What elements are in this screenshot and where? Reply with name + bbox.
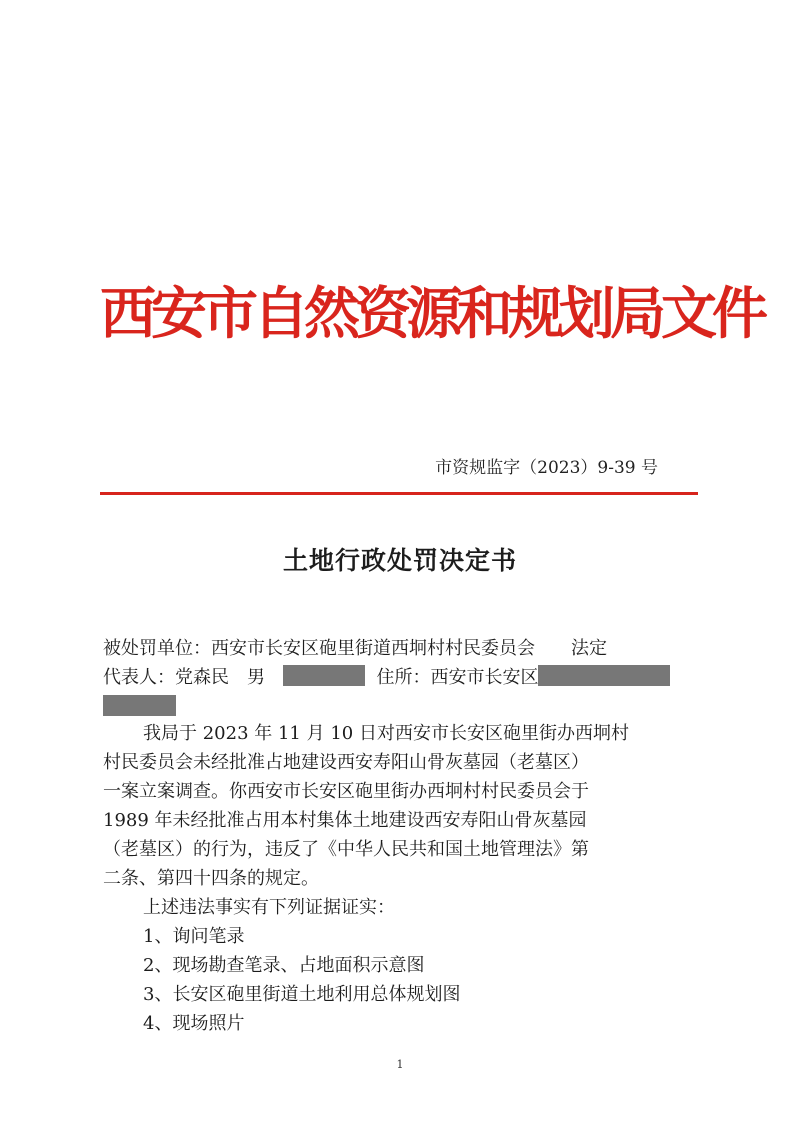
document-title: 土地行政处罚决定书 (282, 546, 517, 575)
paragraph-line: 一案立案调查。你西安市长安区砲里街办西坰村村民委员会于 (103, 781, 589, 802)
evidence-item: 3、长安区砲里街道土地利用总体规划图 (143, 984, 461, 1005)
document-number: 市资规监字（2023）9-39 号 (435, 458, 658, 478)
evidence-item: 1、询问笔录 (143, 926, 245, 947)
redaction-block (103, 695, 176, 716)
document-header-title: 西安市自然资源和规划局文件 (100, 281, 763, 347)
evidence-item: 4、现场照片 (143, 1013, 245, 1034)
representative-text: 代表人：党森民 男 (103, 667, 265, 688)
paragraph-line: 我局于 2023 年 11 月 10 日对西安市长安区砲里街办西坰村 (143, 723, 629, 744)
party-line-3 (103, 692, 703, 721)
paragraph-line: 村民委员会未经批准占地建设西安寿阳山骨灰墓园（老墓区） (103, 752, 589, 773)
paragraph-line: 二条、第四十四条的规定。 (103, 868, 319, 889)
party-line-1: 被处罚单位：西安市长安区砲里街道西坰村村民委员会 法定 (103, 638, 607, 659)
paragraph-line: 1989 年未经批准占用本村集体土地建设西安寿阳山骨灰墓园 (103, 810, 587, 831)
evidence-intro: 上述违法事实有下列证据证实： (143, 897, 395, 918)
redaction-block (283, 665, 365, 686)
redaction-block (538, 665, 670, 686)
evidence-item: 2、现场勘查笔录、占地面积示意图 (143, 955, 425, 976)
address-text: 住所：西安市长安区 (376, 667, 539, 688)
paragraph-line: （老墓区）的行为，违反了《中华人民共和国土地管理法》第 (103, 839, 589, 860)
red-divider-line (100, 492, 698, 495)
party-line-2 (103, 663, 703, 692)
page-number: 1 (396, 1058, 404, 1071)
